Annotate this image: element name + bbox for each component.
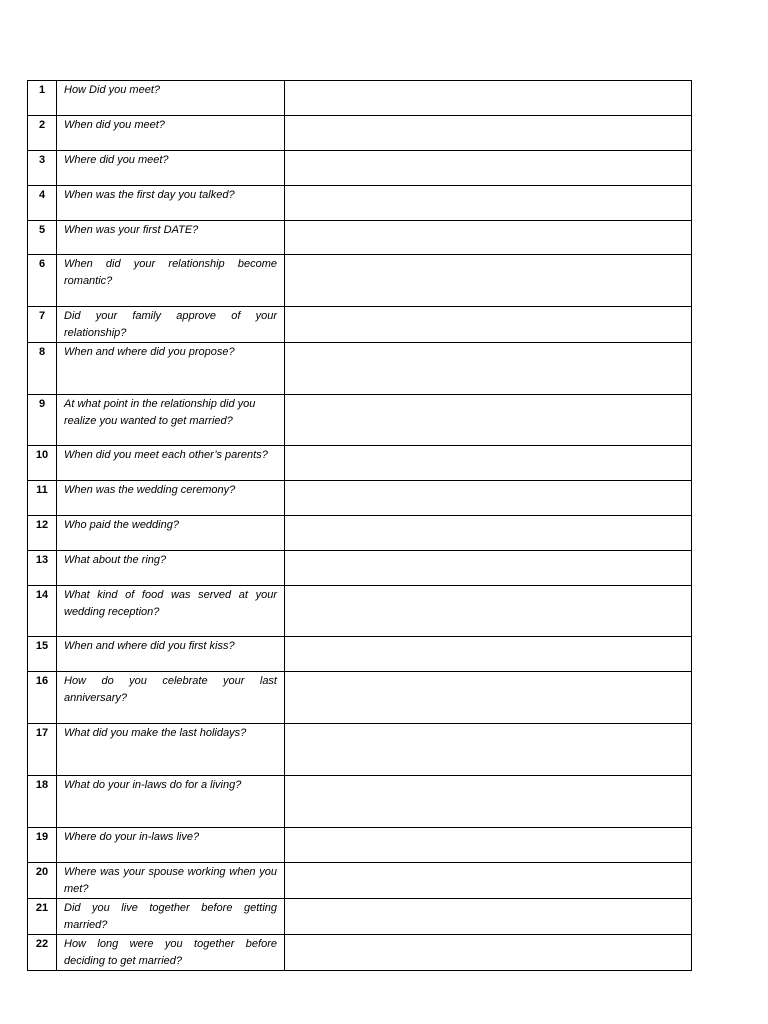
table-row (28, 586, 692, 637)
question-number: 2 (28, 116, 57, 151)
table-row (28, 863, 692, 899)
question-number: 6 (28, 255, 57, 307)
answer-cell[interactable] (285, 151, 692, 186)
question-number: 12 (28, 516, 57, 551)
answer-cell[interactable] (285, 724, 692, 776)
table-row (28, 395, 692, 446)
question-number: 16 (28, 672, 57, 724)
question-number: 15 (28, 637, 57, 672)
table-row (28, 307, 692, 343)
question-number: 9 (28, 395, 57, 446)
table-row (28, 186, 692, 221)
question-text: When and where did you propose? (57, 343, 285, 395)
question-number: 13 (28, 551, 57, 586)
answer-cell[interactable] (285, 935, 692, 971)
question-text: When did your relationship become romantic? (57, 255, 285, 307)
table-row (28, 672, 692, 724)
question-number: 3 (28, 151, 57, 186)
answer-cell[interactable] (285, 186, 692, 221)
question-text: What did you make the last holidays? (57, 724, 285, 776)
question-number: 8 (28, 343, 57, 395)
answer-cell[interactable] (285, 551, 692, 586)
table-row (28, 935, 692, 971)
answer-cell[interactable] (285, 307, 692, 343)
answer-cell[interactable] (285, 116, 692, 151)
table-row (28, 481, 692, 516)
question-number: 18 (28, 776, 57, 828)
question-text: At what point in the relationship did you realize you wanted to get married? (57, 395, 285, 446)
question-number: 5 (28, 221, 57, 255)
question-text: When and where did you first kiss? (57, 637, 285, 672)
table-row (28, 221, 692, 255)
table-row (28, 551, 692, 586)
table-row (28, 724, 692, 776)
table-row (28, 899, 692, 935)
question-number: 11 (28, 481, 57, 516)
table-row (28, 343, 692, 395)
question-number: 22 (28, 935, 57, 971)
question-number: 19 (28, 828, 57, 863)
question-text: How long were you together before deciding to get married? (57, 935, 285, 971)
question-text: When was the first day you talked? (57, 186, 285, 221)
question-number: 14 (28, 586, 57, 637)
question-text: Who paid the wedding? (57, 516, 285, 551)
question-text: What do your in-laws do for a living? (57, 776, 285, 828)
answer-cell[interactable] (285, 828, 692, 863)
answer-cell[interactable] (285, 395, 692, 446)
answer-cell[interactable] (285, 481, 692, 516)
question-number: 21 (28, 899, 57, 935)
table-row (28, 637, 692, 672)
table-row (28, 776, 692, 828)
question-text: Where was your spouse working when you met? (57, 863, 285, 899)
table-row (28, 81, 692, 116)
answer-cell[interactable] (285, 672, 692, 724)
question-number: 1 (28, 81, 57, 116)
table-row (28, 516, 692, 551)
question-text: What kind of food was served at your wedding reception? (57, 586, 285, 637)
answer-cell[interactable] (285, 516, 692, 551)
answer-cell[interactable] (285, 776, 692, 828)
question-text: When did you meet? (57, 116, 285, 151)
answer-cell[interactable] (285, 586, 692, 637)
question-number: 7 (28, 307, 57, 343)
answer-cell[interactable] (285, 221, 692, 255)
question-text: When did you meet each other’s parents? (57, 446, 285, 481)
question-text: When was your first DATE? (57, 221, 285, 255)
table-row (28, 255, 692, 307)
question-text: Where do your in-laws live? (57, 828, 285, 863)
questionnaire-table (27, 80, 692, 971)
answer-cell[interactable] (285, 255, 692, 307)
question-number: 10 (28, 446, 57, 481)
answer-cell[interactable] (285, 81, 692, 116)
question-text: Did your family approve of your relationship? (57, 307, 285, 343)
answer-cell[interactable] (285, 446, 692, 481)
table-row (28, 446, 692, 481)
question-text: What about the ring? (57, 551, 285, 586)
question-number: 4 (28, 186, 57, 221)
question-number: 20 (28, 863, 57, 899)
answer-cell[interactable] (285, 899, 692, 935)
table-row (28, 116, 692, 151)
question-text: When was the wedding ceremony? (57, 481, 285, 516)
answer-cell[interactable] (285, 863, 692, 899)
question-number: 17 (28, 724, 57, 776)
answer-cell[interactable] (285, 343, 692, 395)
question-text: How do you celebrate your last anniversary? (57, 672, 285, 724)
question-text: Did you live together before getting married? (57, 899, 285, 935)
question-text: Where did you meet? (57, 151, 285, 186)
answer-cell[interactable] (285, 637, 692, 672)
table-row (28, 151, 692, 186)
question-text: How Did you meet? (57, 81, 285, 116)
questionnaire-sheet (27, 80, 691, 971)
table-row (28, 828, 692, 863)
